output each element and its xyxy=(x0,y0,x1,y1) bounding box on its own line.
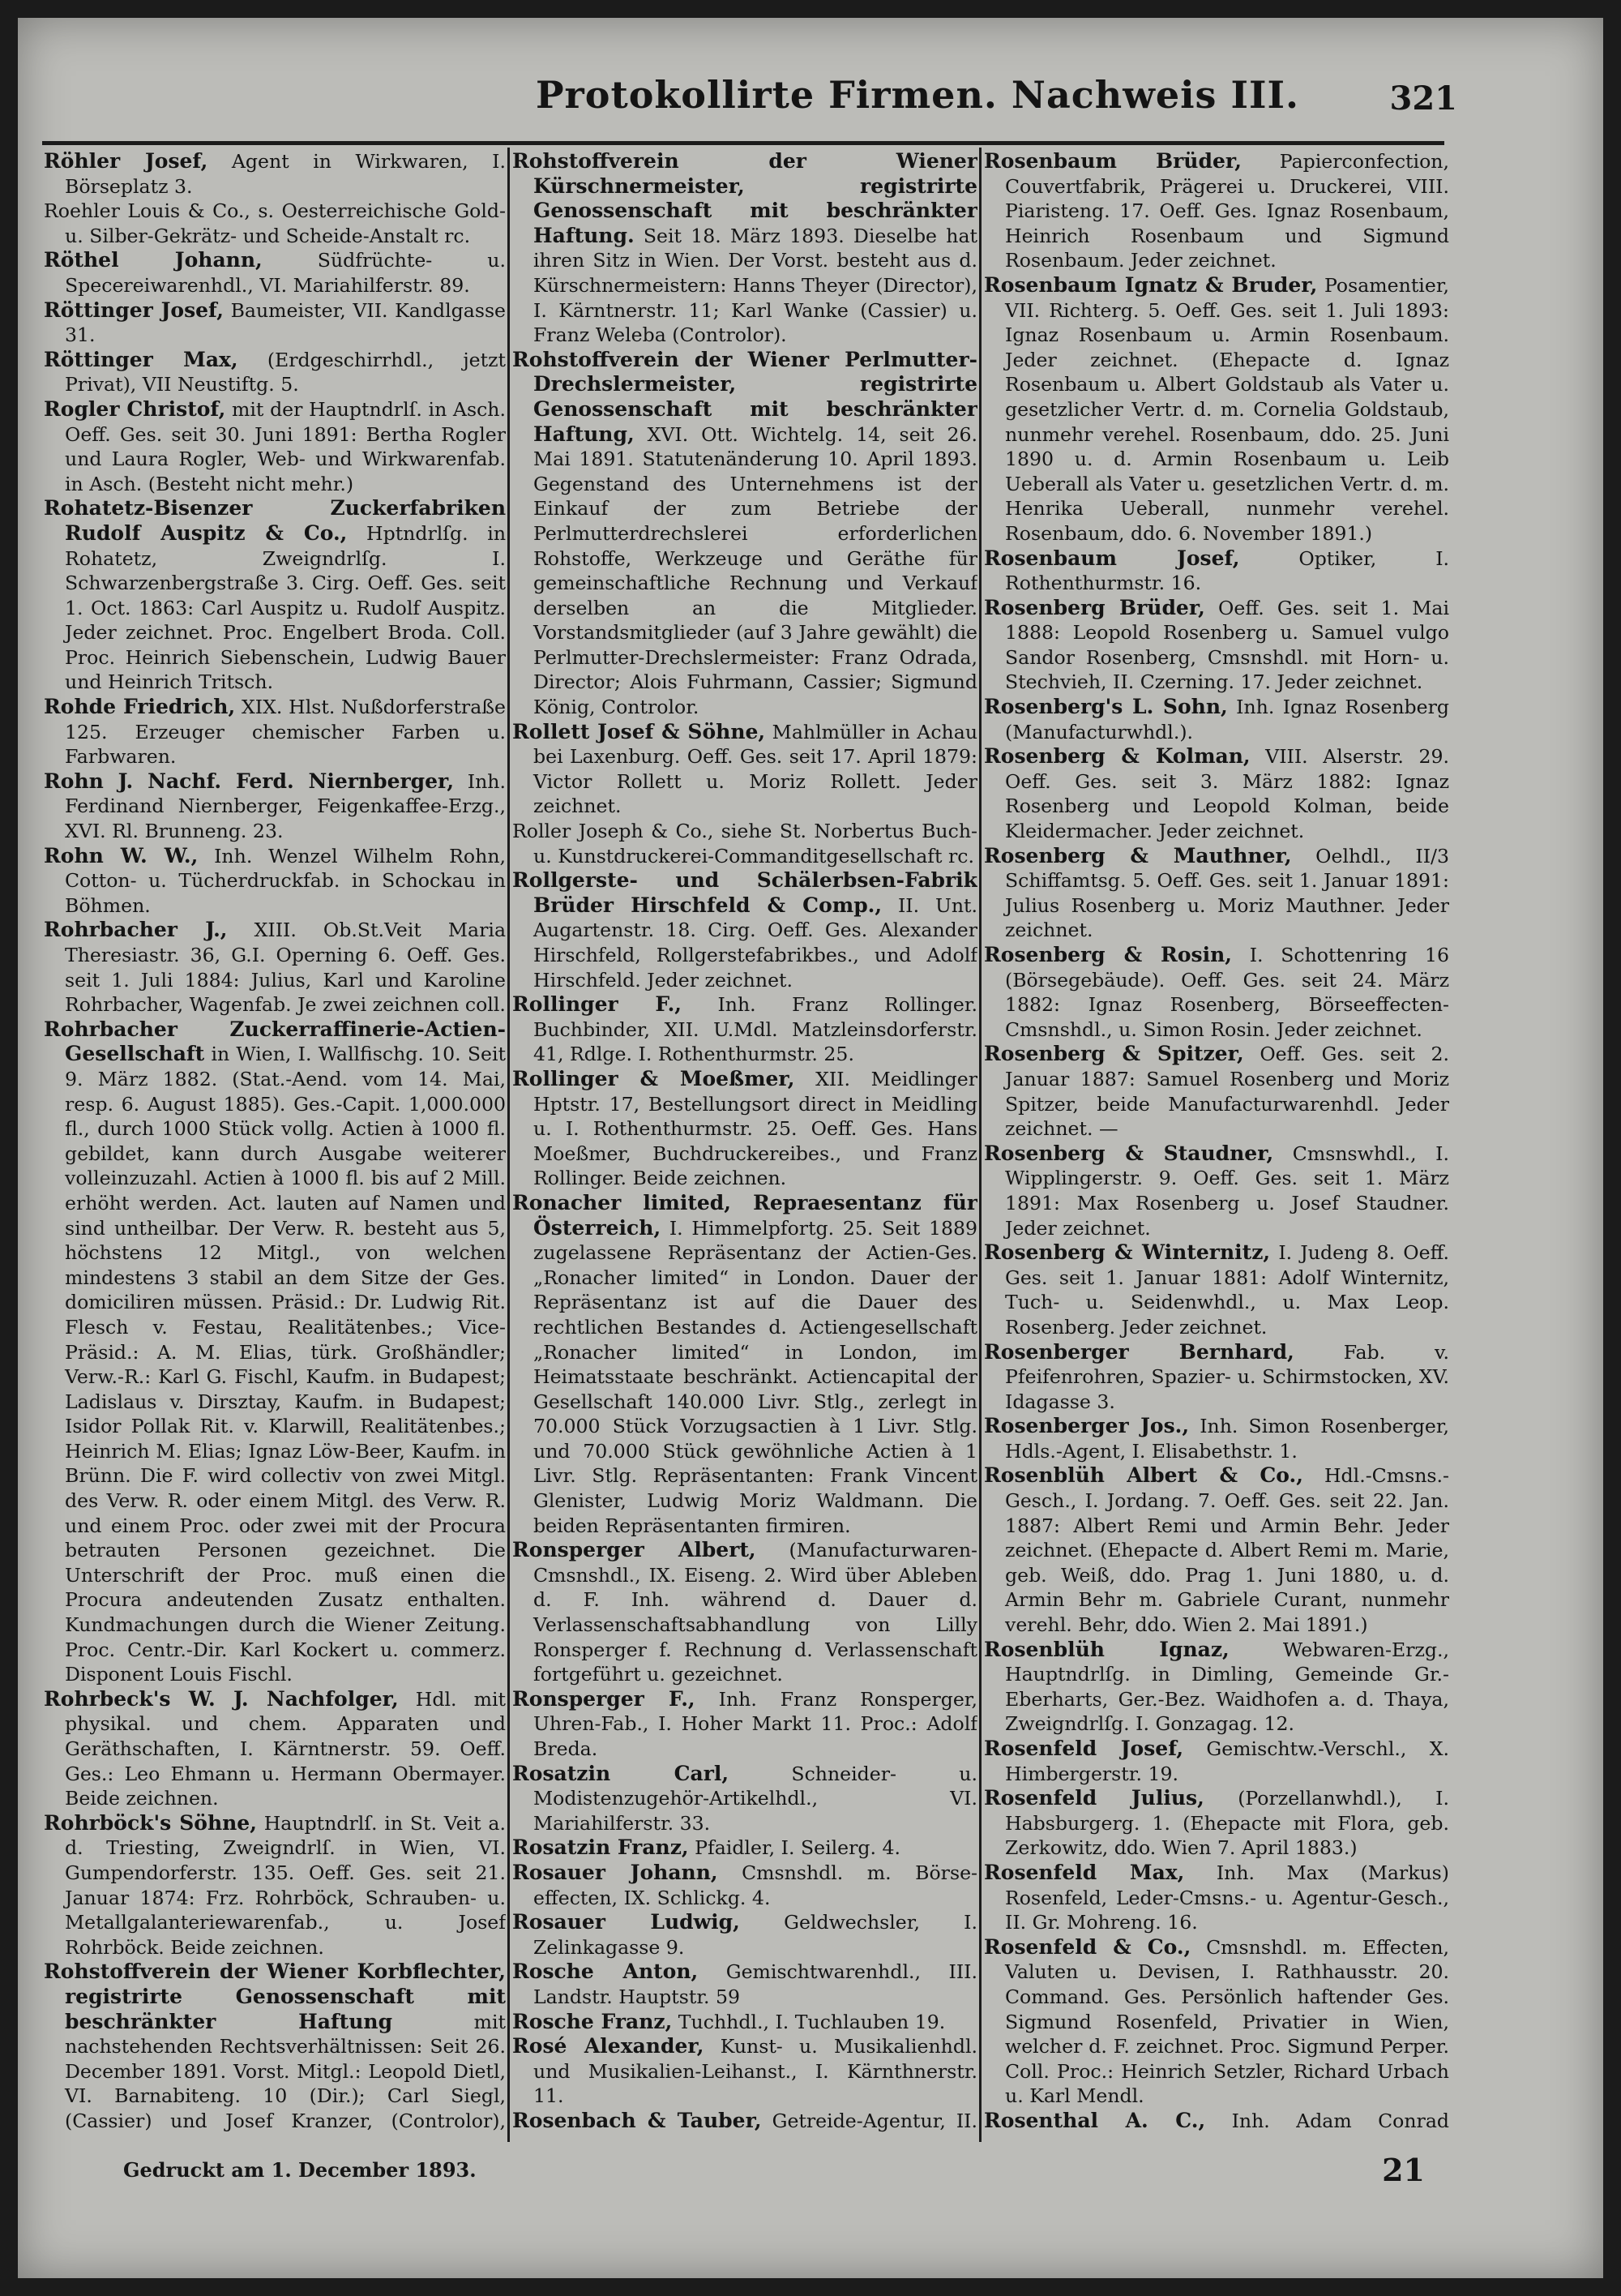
directory-entry xyxy=(44,248,506,298)
firm-details: VIII. Alserstr. 29. Oeff. Ges. seit 3. März 1882: Ignaz Rosenberg und Leopold Kolman, beide Kleidermacher. Jeder zeichnet. xyxy=(1005,745,1449,843)
directory-entry xyxy=(984,695,1449,744)
firm-name: Rogler Christof, xyxy=(44,396,226,421)
firm-name: Rosenblüh Ignaz, xyxy=(984,1637,1230,1661)
directory-entry xyxy=(512,1762,977,1836)
directory-entry xyxy=(512,1067,977,1191)
directory-entry xyxy=(512,2034,977,2109)
column-divider xyxy=(979,148,982,2142)
sheet-number: 21 xyxy=(1382,2152,1425,2188)
firm-name: Rosenberg & Mauthner, xyxy=(984,843,1292,867)
firm-details: Cmsnshdl. m. Effecten, Valuten u. Devisen, I. Rathhausstr. 20. Command. Ges. Persönlich haftender Ges. Sigmund Rosenfeld, Privatier in Wien, welcher d. F. zeichnet. Proc. Sigmund Perper. Coll. Proc.: Heinrich Setzler, Richard Urbach u. Karl Mendl. xyxy=(1005,1935,1449,2108)
firm-name: Rosche Anton, xyxy=(512,1960,699,1984)
firm-name: Rosenthal A. C., xyxy=(984,2108,1206,2132)
firm-details: Inh. Wenzel Wilhelm Rohn, Cotton- u. Tücherdruckfab. in Schockau in Böhmen. xyxy=(65,844,506,917)
firm-details: Fab. v. Pfeifenrohren, Spazier- u. Schirmstocken, XV. Idagasse 3. xyxy=(1005,1340,1449,1413)
firm-details: Inh. Ignaz Rosenberg (Manufacturwhdl.). xyxy=(1005,696,1449,743)
firm-name: Rohstoffverein der Wiener Perlmutter-Drechslermeister, registrirte Genossenschaft mit beschränkter Haftung, xyxy=(512,347,977,446)
firm-details: (Manufacturwaren-Cmsnshdl., IX. Eiseng. 2. Wird über Ableben d. F. Inh. während d. Dauer d. Verlassenschaftsabhandlung von Lilly Ronsperger f. Rechnung d. Verlassenschaft fortgeführt u. gezeichnet. xyxy=(533,1539,977,1686)
firm-name: Rosenbaum Josef, xyxy=(984,546,1240,570)
firm-name: Rohrbeck's W. J. Nachfolger, xyxy=(44,1686,399,1711)
firm-details: Inh. Simon Rosenberger, Hdls.-Agent, I. Elisabethstr. 1. xyxy=(1005,1415,1449,1463)
firm-details: Schneider- u. Modistenzugehör-Artikelhdl., VI. Mariahilferstr. 33. xyxy=(533,1762,977,1835)
directory-entry xyxy=(984,596,1449,695)
directory-entry xyxy=(44,918,506,1017)
firm-details: Optiker, I. Rothenthurmstr. 16. xyxy=(1005,546,1449,595)
directory-entry xyxy=(512,992,977,1067)
directory-entry xyxy=(512,2109,977,2135)
firm-details: Kunst- u. Musikalienhdl. und Musikalien-Leihanst., I. Kärnthnerstr. 11. xyxy=(533,2035,977,2108)
directory-entry xyxy=(44,496,506,695)
firm-name: Rohstoffverein der Wiener Korbflechter, registrirte Genossenschaft mit beschränkter Haftung xyxy=(44,1960,506,2033)
directory-entry xyxy=(44,149,506,199)
firm-details: Inh. Ferdinand Niernberger, Feigenkaffee-Erzg., XVI. Rl. Brunneng. 23. xyxy=(65,769,506,843)
page-number: 321 xyxy=(1389,79,1457,118)
directory-entry xyxy=(44,1017,506,1687)
directory-entry xyxy=(512,1687,977,1762)
firm-name: Rosenberg & Spitzer, xyxy=(984,1042,1244,1066)
firm-name: Rohn J. Nachf. Ferd. Niernberger, xyxy=(44,769,455,793)
firm-name: Rohrbacher Zuckerraffinerie-Actien-Gesellschaft xyxy=(44,1017,506,1066)
firm-name: Rosche Franz, xyxy=(512,2009,673,2033)
firm-name: Rohatetz-Bisenzer Zuckerfabriken Rudolf Auspitz & Co., xyxy=(44,496,506,545)
directory-entry xyxy=(984,844,1449,943)
firm-details: Gemischtwarenhdl., III. Landstr. Hauptstr. 59 xyxy=(533,1960,977,2008)
directory-entry xyxy=(44,298,506,348)
directory-entry xyxy=(512,149,977,348)
firm-details: XIII. Ob.St.Veit Maria Theresiastr. 36, G.I. Operning 6. Oeff. Ges. seit 1. Juli 1884: Julius, Karl und Karoline Rohrbacher, Wagenfab. Je zwei zeichnen coll. xyxy=(65,919,506,1017)
firm-name: Rollgerste- und Schälerbsen-Fabrik Brüder Hirschfeld & Comp., xyxy=(512,868,977,917)
directory-entry xyxy=(512,868,977,992)
firm-details: Getreide-Agentur, II. xyxy=(772,2109,977,2132)
firm-name: Ronsperger Albert, xyxy=(512,1538,756,1562)
directory-entry xyxy=(512,1910,977,1960)
firm-details: Oeff. Ges. seit 1. Mai 1888: Leopold Rosenberg u. Samuel vulgo Sandor Rosenberg, Cmsnshdl. mit Horn- u. Stechvieh, II. Czerning. 17. Jeder zeichnet. xyxy=(1005,596,1449,694)
directory-entry xyxy=(44,769,506,844)
firm-details: Papierconfection, Couvertfabrik, Prägerei u. Druckerei, VIII. Piaristeng. 17. Oeff. Ges. Ignaz Rosenbaum, Heinrich Rosenbaum und Sigmund Rosenbaum. Jeder zeichnet. xyxy=(1005,150,1449,272)
firm-details: Posamentier, VII. Richterg. 5. Oeff. Ges. seit 1. Juli 1893: Ignaz Rosenbaum u. Armin Rosenbaum. Jeder zeichnet. (Ehepacte d. Ignaz Rosenbaum u. Albert Goldstaub als Vater u. gesetzlicher Vertr. d. m. Cornelia Goldstaub, nunmehr verehel. Rosenbaum, ddo. 25. Juni 1890 u. d. Armin Rosenbaum u. Leib Ueberall als Vater u. gesetzlichen Vertr. d. m. Henrika Ueberall, nunmehr verehel. Rosenbaum, ddo. 6. November 1891.) xyxy=(1005,273,1449,545)
firm-details: Inh. Max (Markus) Rosenfeld, Leder-Cmsns.- u. Agentur-Gesch., II. Gr. Mohreng. 16. xyxy=(1005,1861,1449,1934)
firm-name: Rosenfeld Josef, xyxy=(984,1737,1184,1760)
firm-details: Geldwechsler, I. Zelinkagasse 9. xyxy=(533,1911,977,1959)
directory-entry xyxy=(984,546,1449,596)
directory-entry xyxy=(984,2109,1449,2135)
firm-details: XIX. Hlst. Nußdorferstraße 125. Erzeuger chemischer Farben u. Farbwaren. xyxy=(65,696,506,769)
directory-entry xyxy=(512,720,977,819)
firm-name: Rollinger & Moeßmer, xyxy=(512,1066,795,1090)
firm-name: Röttinger Max, xyxy=(44,347,238,371)
firm-details: I. Judeng 8. Oeff. Ges. seit 1. Januar 1881: Adolf Winternitz, Tuch- u. Seidenwhdl., u. Max Leop. Rosenberg. Jeder zeichnet. xyxy=(1005,1241,1449,1339)
directory-entry xyxy=(984,943,1449,1042)
directory-entry xyxy=(512,819,977,868)
firm-name: Ronsperger F., xyxy=(512,1686,695,1711)
directory-entry xyxy=(44,695,506,769)
directory-entry xyxy=(984,744,1449,843)
directory-entry xyxy=(984,1786,1449,1861)
firm-details: Oeff. Ges. seit 2. Januar 1887: Samuel Rosenberg und Moriz Spitzer, beide Manufacturwarenhdl. Jeder zeichnet. — xyxy=(1005,1043,1449,1141)
firm-details: Cmsnshdl. m. Börse-effecten, IX. Schlickg. 4. xyxy=(533,1861,977,1909)
firm-details: I. Himmelpfortg. 25. Seit 1889 zugelassene Repräsentanz der Actien-Ges. „Ronacher limited“ in London. Dauer der Repräsentanz ist auf die Dauer des rechtlichen Bestandes d. Actiengesellschaft „Ronacher limited“ in London, im Heimatsstaate beschränkt. Actiencapital der Gesellschaft 140.000 Livr. Stlg., zerlegt in 70.000 Stück Vorzugsactien à 1 Livr. Stlg. und 70.000 Stück gewöhnliche Actien à 1 Livr. Stlg. Repräsentanten: Frank Vincent Glenister, Ludwig Moriz Waldmann. Die beiden Repräsentanten firmiren. xyxy=(533,1216,977,1537)
directory-entry xyxy=(984,1240,1449,1339)
firm-details: Pfaidler, I. Seilerg. 4. xyxy=(695,1836,901,1860)
directory-entry xyxy=(44,1811,506,1960)
directory-entry xyxy=(44,199,506,248)
firm-name: Ronacher limited, Repraesentanz für Österreich, xyxy=(512,1190,977,1240)
firm-details: Inh. Adam Conrad xyxy=(1231,2109,1449,2132)
column-right xyxy=(984,149,1449,2135)
firm-details: mit nachstehenden Rechtsverhältnissen: Seit 26. December 1891. Vorst. Mitgl.: Leopold Dietl, VI. Barnabiteng. 10 (Dir.); Carl Siegl, (Cassier) und Josef Kranzer, (Controlor), xyxy=(65,2010,506,2132)
firm-details: Baumeister, VII. Kandlgasse 31. xyxy=(65,298,506,347)
directory-entry xyxy=(984,1638,1449,1737)
firm-details: Roehler Louis & Co., s. Oesterreichische Gold- u. Silber-Gekrätz- und Scheide-Anstalt rc. xyxy=(44,199,506,247)
firm-name: Rosenfeld Julius, xyxy=(984,1786,1204,1810)
firm-details: Agent in Wirkwaren, I. Börseplatz 3. xyxy=(65,150,506,198)
firm-name: Rosenfeld Max, xyxy=(984,1860,1185,1884)
firm-details: I. Schottenring 16 (Börsegebäude). Oeff. Ges. seit 24. März 1882: Ignaz Rosenberg, Börseeffecten-Cmsnshdl., u. Simon Rosin. Jeder zeichnet. xyxy=(1005,944,1449,1041)
directory-entry xyxy=(44,348,506,397)
firm-name: Rohrböck's Söhne, xyxy=(44,1810,257,1835)
directory-entry xyxy=(512,1861,977,1910)
directory-entry xyxy=(44,1960,506,2135)
firm-name: Rohrbacher J., xyxy=(44,918,228,942)
directory-entry xyxy=(512,1538,977,1687)
firm-name: Rosenbach & Tauber, xyxy=(512,2108,762,2132)
firm-name: Rosé Alexander, xyxy=(512,2034,704,2058)
page-header-title: Protokollirte Firmen. Nachweis III. xyxy=(535,73,1300,117)
firm-name: Rosenberg & Rosin, xyxy=(984,943,1232,966)
firm-name: Rosenblüh Albert & Co., xyxy=(984,1463,1303,1488)
firm-name: Rohde Friedrich, xyxy=(44,695,236,719)
firm-name: Rosenberger Bernhard, xyxy=(984,1339,1294,1364)
firm-name: Röttinger Josef, xyxy=(44,298,224,322)
firm-details: Hdl.-Cmsns.-Gesch., I. Jordang. 7. Oeff. Ges. seit 22. Jan. 1887: Albert Remi und Armin Behr. Jeder zeichnet. (Ehepacte d. Albert Remi m. Marie, geb. Weiß, ddo. Prag 1. Juni 1880, u. d. Armin Behr m. Gabriele Curant, nunmehr verehl. Behr, ddo. Wien 2. Mai 1891.) xyxy=(1005,1464,1449,1637)
firm-details: Gemischtw.-Verschl., X. Himbergerstr. 19. xyxy=(1005,1737,1449,1785)
firm-name: Rosenberg & Staudner, xyxy=(984,1141,1274,1165)
directory-entry xyxy=(984,1935,1449,2109)
firm-details: XVI. Ott. Wichtelg. 14, seit 26. Mai 1891. Statutenänderung 10. April 1893. Gegenstand des Unternehmens ist der Einkauf der zum Betriebe der Perlmutterdrechslerei erforderlichen Rohstoffe, Werkzeuge und Geräthe für gemeinschaftliche Rechnung und Verkauf derselben an die Mitglieder. Vorstandsmitglieder (auf 3 Jahre gewählt) die Perlmutter-Drechslermeister: Franz Odrada, Director; Alois Fuhrmann, Cassier; Sigmund König, Controlor. xyxy=(533,422,977,719)
firm-details: mit der Hauptndrlſ. in Asch. Oeff. Ges. seit 30. Juni 1891: Bertha Rogler und Laura Rogler, Web- und Wirkwarenfab. in Asch. (Besteht nicht mehr.) xyxy=(65,397,506,495)
firm-name: Rosenbaum Brüder, xyxy=(984,149,1242,173)
firm-details: Roller Joseph & Co., siehe St. Norbertus Buch- u. Kunstdruckerei-Commanditgesellschaft rc. xyxy=(512,820,977,867)
directory-entry xyxy=(512,348,977,720)
firm-name: Rosatzin Franz, xyxy=(512,1836,689,1860)
firm-details: II. Unt. Augartenstr. 18. Cirg. Oeff. Ges. Alexander Hirschfeld, Rollgerstefabrikbes., und Adolf Hirschfeld. Jeder zeichnet. xyxy=(533,893,977,992)
firm-name: Rosenberger Jos., xyxy=(984,1414,1190,1438)
directory-entry xyxy=(512,1960,977,2009)
directory-entry xyxy=(984,1737,1449,1786)
firm-details: Hauptndrlſ. in St. Veit a. d. Triesting, Zweigndrlſ. in Wien, VI. Gumpendorferstr. 135. Oeff. Ges. seit 21. Januar 1874: Frz. Rohrböck, Schrauben- u. Metallgalanteriewarenfab., u. Josef Rohrböck. Beide zeichnen. xyxy=(65,1811,506,1959)
directory-entry xyxy=(984,1042,1449,1141)
column-divider xyxy=(507,148,510,2142)
print-date: Gedruckt am 1. December 1893. xyxy=(123,2158,477,2182)
directory-entry xyxy=(512,2010,977,2035)
firm-name: Rosenberg & Winternitz, xyxy=(984,1240,1271,1265)
directory-entry xyxy=(512,1836,977,1861)
firm-name: Rohstoffverein der Wiener Kürschnermeister, registrirte Genossenschaft mit beschränkter Haftung. xyxy=(512,149,977,247)
firm-name: Rollett Josef & Söhne, xyxy=(512,719,766,743)
firm-details: Oelhdl., II/3 Schiffamtsg. 5. Oeff. Ges. seit 1. Januar 1891: Julius Rosenberg u. Moriz Mauthner. Jeder zeichnet. xyxy=(1005,844,1449,942)
directory-entry xyxy=(984,1861,1449,1935)
firm-name: Rosenberg & Kolman, xyxy=(984,744,1251,769)
column-left xyxy=(44,149,506,2135)
firm-name: Rosenbaum Ignatz & Bruder, xyxy=(984,272,1318,297)
directory-entry xyxy=(44,1687,506,1811)
firm-name: Rohn W. W., xyxy=(44,843,199,867)
directory-entry xyxy=(44,397,506,496)
firm-name: Rosatzin Carl, xyxy=(512,1761,729,1785)
directory-entry xyxy=(984,1414,1449,1463)
firm-details: Hdl. mit physikal. und chem. Apparaten und Geräthschaften, I. Kärntnerstr. 59. Oeff. Ges.: Leo Ehmann u. Hermann Obermayer. Beide zeichnen. xyxy=(65,1687,506,1810)
column-middle xyxy=(512,149,977,2135)
directory-entry xyxy=(984,1340,1449,1415)
firm-details: Inh. Franz Rollinger. Buchbinder, XII. U.Mdl. Matzleinsdorferstr. 41, Rdlge. I. Rothenthurmstr. 25. xyxy=(533,993,977,1066)
directory-entry xyxy=(984,149,1449,273)
firm-name: Rosenberg's L. Sohn, xyxy=(984,695,1228,719)
firm-details: XII. Meidlinger Hptstr. 17, Bestellungsort direct in Meidling u. I. Rothenthurmstr. 25. Oeff. Ges. Hans Moeßmer, Buchdruckereibes., und Franz Rollinger. Beide zeichnen. xyxy=(533,1067,977,1190)
directory-entry xyxy=(984,273,1449,546)
firm-name: Röthel Johann, xyxy=(44,248,263,272)
directory-entry xyxy=(984,1142,1449,1240)
firm-details: Cmsnswhdl., I. Wipplingerstr. 9. Oeff. Ges. seit 1. März 1891: Max Rosenberg u. Josef Staudner. Jeder zeichnet. xyxy=(1005,1142,1449,1240)
firm-details: Webwaren-Erzg., Hauptndrlſg. in Dimling, Gemeinde Gr.-Eberharts, Ger.-Bez. Waidhofen a. d. Thaya, Zweigndrlſg. I. Gonzagag. 12. xyxy=(1005,1638,1449,1736)
firm-details: Seit 18. März 1893. Dieselbe hat ihren Sitz in Wien. Der Vorst. besteht aus d. Kürschnermeistern: Hanns Theyer (Director), I. Kärntnerstr. 11; Karl Wanke (Cassier) u. Franz Weleba (Controlor). xyxy=(533,224,977,347)
directory-page xyxy=(18,18,1603,2278)
firm-details: Tuchhdl., I. Tuchlauben 19. xyxy=(678,2010,946,2033)
firm-name: Rosauer Ludwig, xyxy=(512,1910,740,1934)
firm-name: Rosenfeld & Co., xyxy=(984,1934,1191,1959)
firm-name: Röhler Josef, xyxy=(44,149,208,173)
directory-entry xyxy=(44,844,506,919)
directory-entry xyxy=(512,1191,977,1538)
firm-details: (Porzellanwhdl.), I. Habsburgerg. 1. (Ehepacte mit Flora, geb. Zerkowitz, ddo. Wien 7. April 1883.) xyxy=(1005,1787,1449,1860)
firm-details: Südfrüchte- u. Specereiwarenhdl., VI. Mariahilferstr. 89. xyxy=(65,249,506,297)
firm-details: in Wien, I. Wallfischg. 10. Seit 9. März 1882. (Stat.-Aend. vom 14. Mai, resp. 6. August 1885). Ges.-Capit. 1,000.000 fl., durch 1000 Stück vollg. Actien à 1000 fl. gebildet, kann durch Ausgabe weiterer volleinzuzahl. Actien à 1000 fl. bis auf 2 Mill. erhöht werden. Act. lauten auf Namen und sind untheilbar. Der Verw. R. besteht aus 5, höchstens 12 Mitgl., von welchen mindestens 3 stabil an dem Sitze der Ges. domiciliren müssen. Präsid.: Dr. Ludwig Rit. Flesch v. Festau, Realitätenbes.; Vice-Präsid.: A. M. Elias, türk. Großhändler; Verw.-R.: Karl G. Fischl, Kaufm. in Budapest; Ladislaus v. Dirsztay, Kaufm. in Budapest; Isidor Pollak Rit. v. Klarwill, Realitätenbes.; Heinrich M. Elias; Ignaz Löw-Beer, Kaufm. in Brünn. Die F. wird collectiv von zwei Mitgl. des Verw. R. oder einem Mitgl. des Verw. R. und einem Proc. oder zwei mit der Procura betrauten Personen gezeichnet. Die Unterschrift der Proc. muß einen die Procura andeutenden Zusatz enthalten. Kundmachungen durch die Wiener Zeitung. Proc. Centr.-Dir. Karl Kockert u. commerz. Disponent Louis Fischl. xyxy=(65,1043,506,1686)
firm-name: Rosenberg Brüder, xyxy=(984,595,1205,619)
firm-details: Hptndrlſg. in Rohatetz, Zweigndrlſg. I. Schwarzenbergstraße 3. Cirg. Oeff. Ges. seit 1. Oct. 1863: Carl Auspitz u. Rudolf Auspitz. Jeder zeichnet. Proc. Engelbert Broda. Coll. Proc. Heinrich Siebenschein, Ludwig Bauer und Heinrich Tritsch. xyxy=(65,521,506,694)
header-rule xyxy=(42,141,1444,145)
directory-entry xyxy=(984,1463,1449,1637)
firm-name: Rollinger F., xyxy=(512,992,682,1017)
firm-details: Mahlmüller in Achau bei Laxenburg. Oeff. Ges. seit 17. April 1879: Victor Rollett u. Moriz Rollett. Jeder zeichnet. xyxy=(533,720,977,818)
firm-details: (Erdgeschirrhdl., jetzt Privat), VII Neustiftg. 5. xyxy=(65,348,506,396)
firm-name: Rosauer Johann, xyxy=(512,1860,718,1884)
firm-details: Inh. Franz Ronsperger, Uhren-Fab., I. Hoher Markt 11. Proc.: Adolf Breda. xyxy=(533,1687,977,1760)
